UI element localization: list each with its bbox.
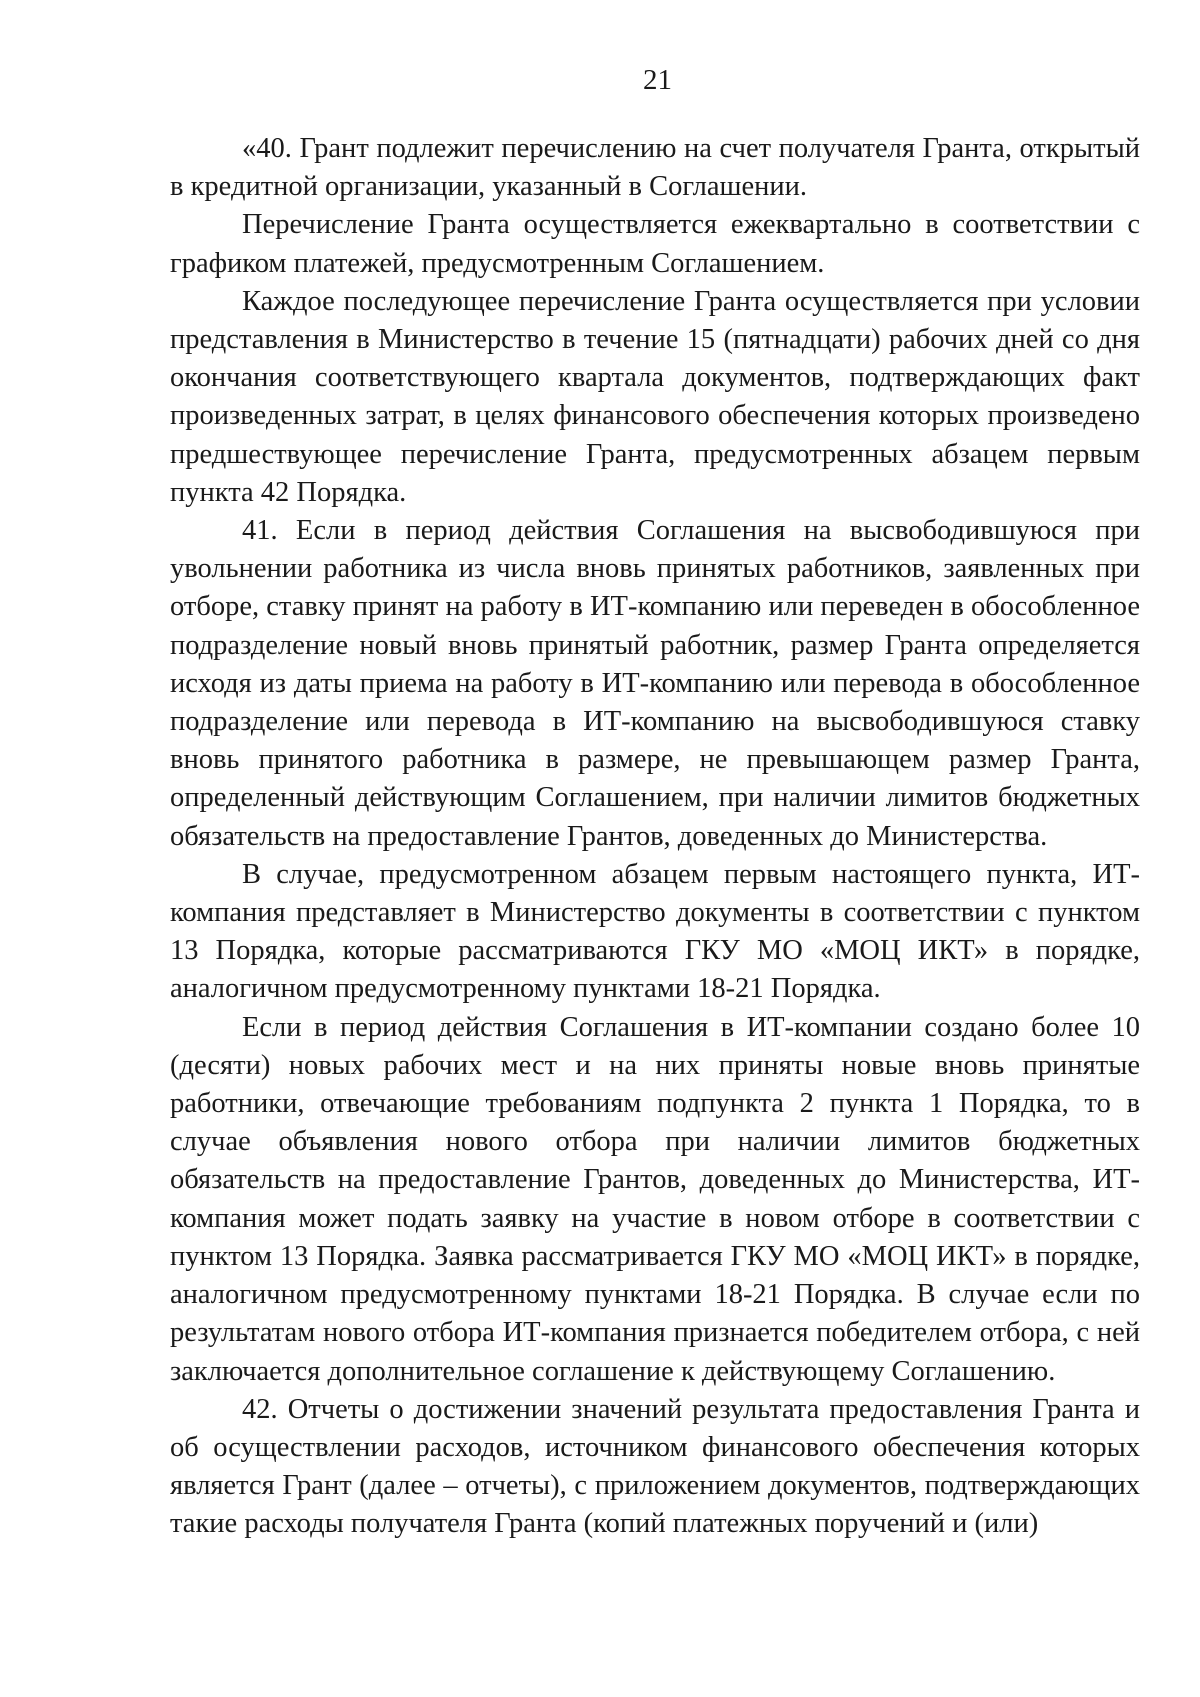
paragraph-42: 42. Отчеты о достижении значений результата предоставления Гранта и об осуществлении расходов, источником финансового обеспечения которых является Грант (далее – отчеты), с приложением документов, подтверждающих такие расходы получателя Гранта (копий платежных поручений и (или) (170, 1393, 1140, 1540)
paragraph-40: «40. Грант подлежит перечислению на счет получателя Гранта, открытый в кредитной организации, указанный в Соглашении. (170, 133, 1140, 203)
paragraph-documents-submission: В случае, предусмотренном абзацем первым настоящего пункта, ИТ-компания представляет в Министерство документы в соответствии с пунктом 13 Порядка, которые рассматриваются ГКУ МО «МОЦ ИКТ» в порядке, аналогичном предусмотренному пунктами 18-21 Порядка. (170, 858, 1140, 1005)
paragraph-41: 41. Если в период действия Соглашения на высвободившуюся при увольнении работника из числа вновь принятых работников, заявленных при отборе, ставку принят на работу в ИТ-компанию или переведен в обособленное подразделение новый вновь принятый работник, размер Гранта определяется исходя из даты приема на работу в ИТ-компанию или перевода в обособленное подразделение или перевода в ИТ-компанию на высвободившуюся ставку вновь принятого работника в размере, не превышающем размер Гранта, определенный действующим Соглашением, при наличии лимитов бюджетных обязательств на предоставление Грантов, доведенных до Министерства. (170, 515, 1140, 852)
paragraph-transfer-schedule: Перечисление Гранта осуществляется ежеквартально в соответствии с графиком платежей, предусмотренным Соглашением. (170, 209, 1140, 279)
paragraph-subsequent-transfer: Каждое последующее перечисление Гранта осуществляется при условии представления в Министерство в течение 15 (пятнадцати) рабочих дней со дня окончания соответствующего квартала документов, подтверждающих факт произведенных затрат, в целях финансового обеспечения которых произведено предшествующее перечисление Гранта, предусмотренных абзацем первым пункта 42 Порядка. (170, 285, 1140, 508)
paragraph-new-workplaces: Если в период действия Соглашения в ИТ-компании создано более 10 (десяти) новых рабочих мест и на них приняты новые вновь принятые работники, отвечающие требованиям подпункта 2 пункта 1 Порядка, то в случае объявления нового отбора при наличии лимитов бюджетных обязательств на предоставление Грантов, доведенных до Министерства, ИТ-компания может подать заявку на участие в новом отборе в соответствии с пунктом 13 Порядка. Заявка рассматривается ГКУ МО «МОЦ ИКТ» в порядке, аналогичном предусмотренному пунктами 18-21 Порядка. В случае если по результатам нового отбора ИТ-компания признается победителем отбора, с ней заключается дополнительное соглашение к действующему Соглашению. (170, 1011, 1140, 1387)
document-body (170, 130, 1140, 1544)
page-number: 21 (643, 64, 672, 96)
